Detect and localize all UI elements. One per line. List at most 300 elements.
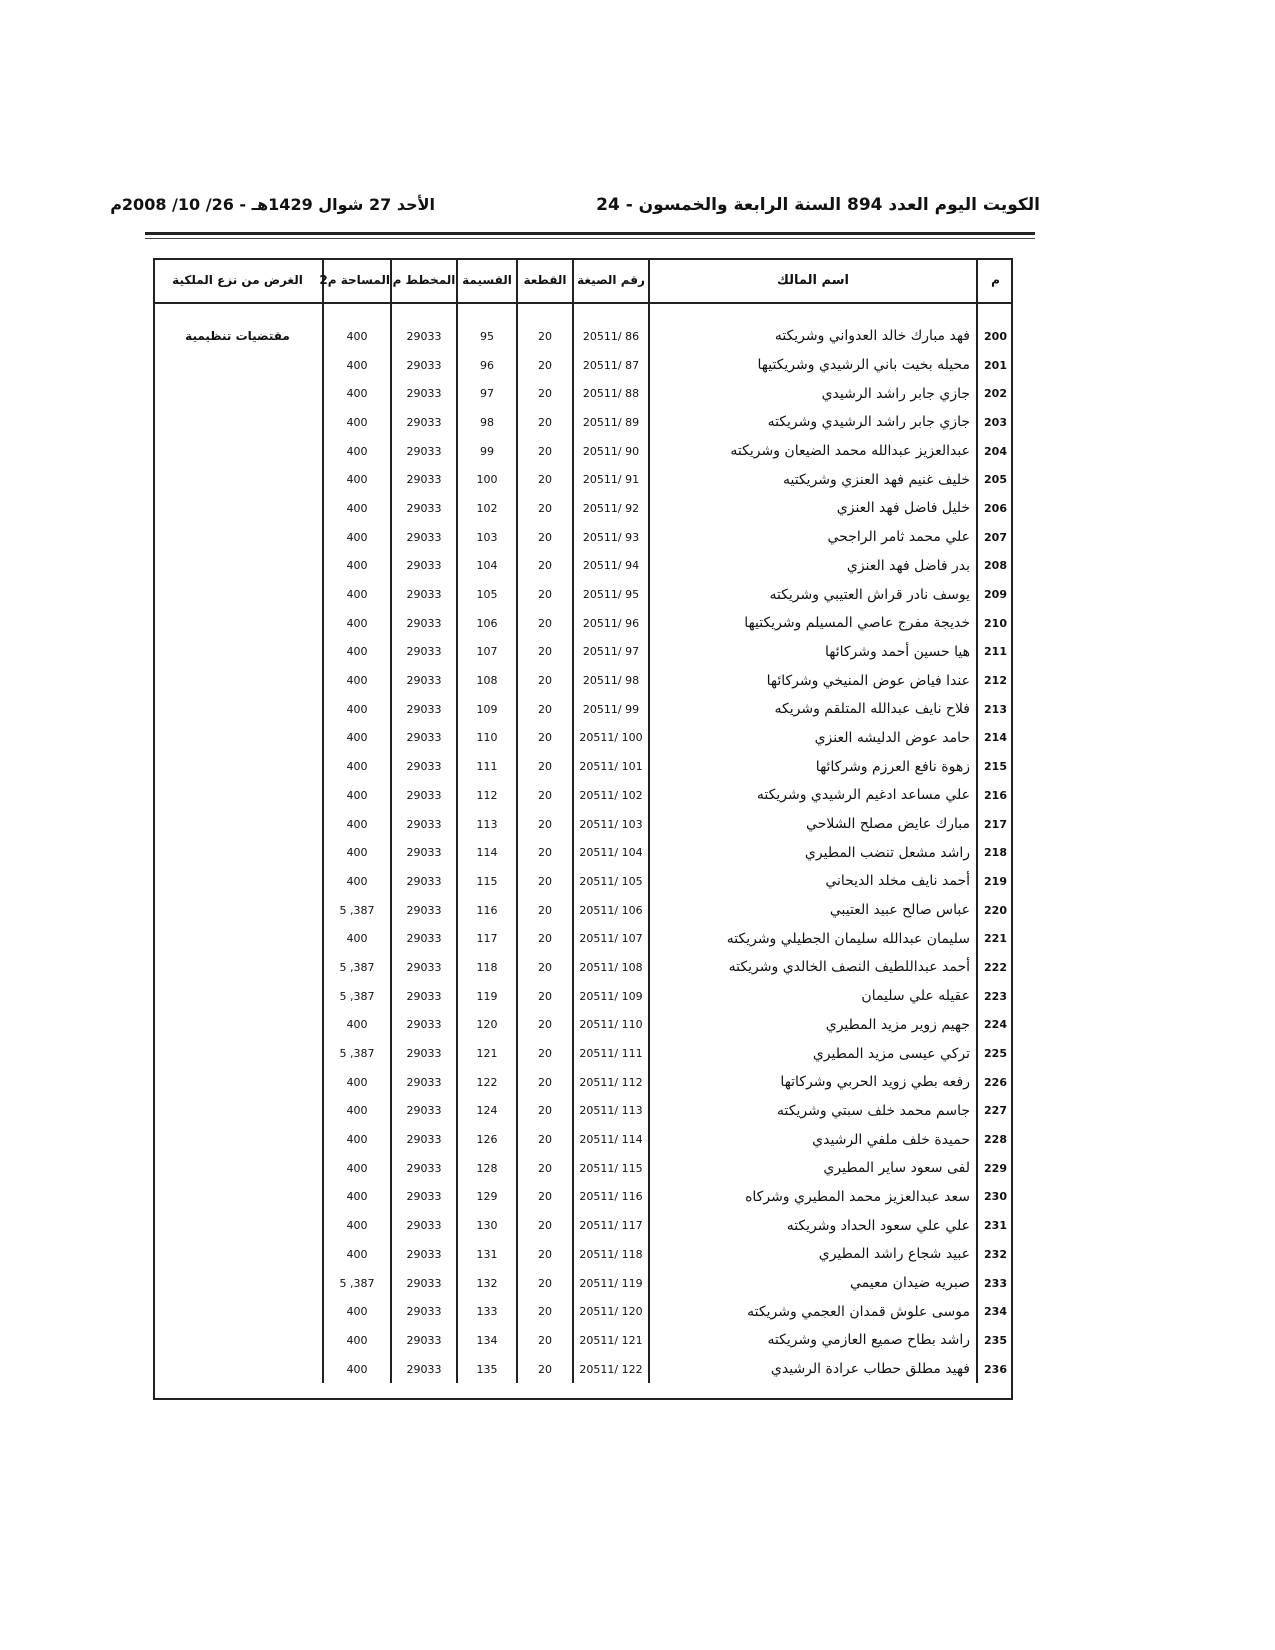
table-row [153, 351, 1013, 380]
cell-purpose [153, 437, 323, 466]
cell-block: 20 [517, 1154, 573, 1183]
col-header-area: المساحة م2 [323, 258, 391, 303]
cell-block: 20 [517, 1240, 573, 1269]
expropriation-table [153, 258, 1013, 1383]
cell-purpose [153, 838, 323, 867]
cell-owner: علي علي سعود الحداد وشريكته [649, 1211, 977, 1240]
table-row [153, 810, 1013, 839]
cell-block: 20 [517, 638, 573, 667]
table-row [153, 1039, 1013, 1068]
cell-area: 400 [323, 1154, 391, 1183]
cell-plot: 117 [457, 924, 517, 953]
cell-purpose [153, 752, 323, 781]
cell-num: 203 [977, 408, 1013, 437]
cell-area: 400 [323, 580, 391, 609]
cell-plan: 29033 [391, 351, 457, 380]
cell-block: 20 [517, 1326, 573, 1355]
cell-plan: 29033 [391, 379, 457, 408]
cell-plot: 106 [457, 609, 517, 638]
col-header-block: القطعة [517, 258, 573, 303]
cell-area: 400 [323, 1211, 391, 1240]
cell-plot: 108 [457, 666, 517, 695]
cell-purpose [153, 1011, 323, 1040]
cell-plot: 124 [457, 1097, 517, 1126]
cell-owner: فهد مبارك خالد العدواني وشريكته [649, 322, 977, 351]
table-row [153, 1154, 1013, 1183]
cell-owner: جازي جابر راشد الرشيدي [649, 379, 977, 408]
cell-area: 400 [323, 867, 391, 896]
cell-block: 20 [517, 408, 573, 437]
cell-owner: زهوة نافع العرزم وشركائها [649, 752, 977, 781]
gazette-issue-header: الكويت اليوم العدد 894 السنة الرابعة والخمسون - 24 [596, 195, 1040, 215]
cell-owner: محيله بخيت باني الرشيدي وشريكتيها [649, 351, 977, 380]
table-row [153, 638, 1013, 667]
table-row [153, 580, 1013, 609]
cell-block: 20 [517, 1097, 573, 1126]
cell-plot: 121 [457, 1039, 517, 1068]
cell-plot: 118 [457, 953, 517, 982]
table-row [153, 666, 1013, 695]
cell-purpose [153, 1297, 323, 1326]
cell-purpose [153, 695, 323, 724]
cell-block: 20 [517, 1355, 573, 1384]
cell-plot: 120 [457, 1011, 517, 1040]
cell-deed: 94 /20511 [573, 552, 649, 581]
cell-area: 400 [323, 752, 391, 781]
cell-area: 400 [323, 666, 391, 695]
cell-plan: 29033 [391, 1355, 457, 1384]
cell-deed: 108 /20511 [573, 953, 649, 982]
table-row [153, 695, 1013, 724]
cell-plan: 29033 [391, 638, 457, 667]
cell-plot: 102 [457, 494, 517, 523]
cell-area: 387, 5 [323, 1269, 391, 1298]
cell-block: 20 [517, 1183, 573, 1212]
cell-block: 20 [517, 781, 573, 810]
cell-block: 20 [517, 1011, 573, 1040]
cell-block: 20 [517, 666, 573, 695]
cell-num: 217 [977, 810, 1013, 839]
cell-area: 400 [323, 724, 391, 753]
cell-area: 400 [323, 1326, 391, 1355]
cell-plan: 29033 [391, 1097, 457, 1126]
cell-purpose [153, 1240, 323, 1269]
cell-purpose [153, 1326, 323, 1355]
cell-plan: 29033 [391, 1154, 457, 1183]
cell-block: 20 [517, 982, 573, 1011]
cell-owner: بدر فاضل فهد العنزي [649, 552, 977, 581]
cell-plot: 96 [457, 351, 517, 380]
table-row [153, 953, 1013, 982]
cell-area: 387, 5 [323, 1039, 391, 1068]
cell-owner: راشد مشعل تنضب المطيري [649, 838, 977, 867]
table-row [153, 752, 1013, 781]
cell-purpose [153, 781, 323, 810]
table-row [153, 838, 1013, 867]
cell-owner: تركي عيسى مزيد المطيري [649, 1039, 977, 1068]
cell-deed: 104 /20511 [573, 838, 649, 867]
cell-plot: 103 [457, 523, 517, 552]
cell-deed: 97 /20511 [573, 638, 649, 667]
cell-area: 400 [323, 494, 391, 523]
cell-area: 400 [323, 1183, 391, 1212]
cell-num: 207 [977, 523, 1013, 552]
cell-plan: 29033 [391, 1297, 457, 1326]
cell-purpose [153, 351, 323, 380]
cell-plot: 95 [457, 322, 517, 351]
cell-num: 219 [977, 867, 1013, 896]
table-row [153, 379, 1013, 408]
cell-plot: 116 [457, 896, 517, 925]
cell-plan: 29033 [391, 494, 457, 523]
cell-num: 210 [977, 609, 1013, 638]
cell-plan: 29033 [391, 523, 457, 552]
cell-num: 209 [977, 580, 1013, 609]
cell-plan: 29033 [391, 1326, 457, 1355]
cell-plan: 29033 [391, 752, 457, 781]
table-header-row [153, 258, 1013, 303]
cell-deed: 106 /20511 [573, 896, 649, 925]
cell-num: 236 [977, 1355, 1013, 1384]
cell-area: 400 [323, 1240, 391, 1269]
table-row [153, 867, 1013, 896]
cell-deed: 112 /20511 [573, 1068, 649, 1097]
cell-plot: 119 [457, 982, 517, 1011]
cell-area: 400 [323, 1125, 391, 1154]
cell-owner: خليف غنيم فهد العنزي وشريكتيه [649, 465, 977, 494]
cell-purpose [153, 1355, 323, 1384]
cell-plot: 126 [457, 1125, 517, 1154]
cell-num: 225 [977, 1039, 1013, 1068]
cell-block: 20 [517, 1211, 573, 1240]
cell-deed: 95 /20511 [573, 580, 649, 609]
cell-purpose [153, 1068, 323, 1097]
cell-area: 400 [323, 1011, 391, 1040]
cell-owner: جهيم زوير مزيد المطيري [649, 1011, 977, 1040]
cell-block: 20 [517, 523, 573, 552]
cell-plan: 29033 [391, 1269, 457, 1298]
cell-plot: 132 [457, 1269, 517, 1298]
table-row [153, 1011, 1013, 1040]
cell-num: 232 [977, 1240, 1013, 1269]
cell-area: 400 [323, 1355, 391, 1384]
table-row [153, 1097, 1013, 1126]
cell-plan: 29033 [391, 781, 457, 810]
cell-purpose [153, 666, 323, 695]
cell-block: 20 [517, 1068, 573, 1097]
cell-owner: رفعه بطي زويد الحربي وشركاتها [649, 1068, 977, 1097]
cell-area: 400 [323, 351, 391, 380]
cell-purpose [153, 1211, 323, 1240]
cell-num: 223 [977, 982, 1013, 1011]
table-row [153, 781, 1013, 810]
cell-area: 400 [323, 465, 391, 494]
table-row [153, 1183, 1013, 1212]
table-spacer-row [153, 303, 1013, 322]
cell-area: 400 [323, 1297, 391, 1326]
cell-plan: 29033 [391, 1183, 457, 1212]
table-row [153, 465, 1013, 494]
cell-area: 400 [323, 838, 391, 867]
cell-plan: 29033 [391, 1068, 457, 1097]
col-header-num: م [977, 258, 1013, 303]
table-row [153, 1355, 1013, 1384]
cell-purpose [153, 867, 323, 896]
cell-owner: جازي جابر راشد الرشيدي وشريكته [649, 408, 977, 437]
cell-deed: 114 /20511 [573, 1125, 649, 1154]
cell-plan: 29033 [391, 1211, 457, 1240]
cell-plan: 29033 [391, 982, 457, 1011]
cell-owner: عبيد شجاع راشد المطيري [649, 1240, 977, 1269]
cell-deed: 109 /20511 [573, 982, 649, 1011]
cell-owner: جاسم محمد خلف سبتي وشريكته [649, 1097, 977, 1126]
cell-plan: 29033 [391, 1039, 457, 1068]
cell-block: 20 [517, 437, 573, 466]
cell-plan: 29033 [391, 1125, 457, 1154]
cell-block: 20 [517, 1039, 573, 1068]
cell-plot: 128 [457, 1154, 517, 1183]
cell-owner: حميدة خلف ملفي الرشيدي [649, 1125, 977, 1154]
cell-block: 20 [517, 953, 573, 982]
cell-block: 20 [517, 896, 573, 925]
cell-owner: عقيله علي سليمان [649, 982, 977, 1011]
cell-deed: 122 /20511 [573, 1355, 649, 1384]
cell-deed: 91 /20511 [573, 465, 649, 494]
cell-purpose [153, 580, 323, 609]
cell-deed: 116 /20511 [573, 1183, 649, 1212]
cell-block: 20 [517, 810, 573, 839]
table-row [153, 982, 1013, 1011]
col-header-plot: القسيمة [457, 258, 517, 303]
cell-purpose [153, 408, 323, 437]
cell-plot: 110 [457, 724, 517, 753]
cell-owner: أحمد نايف مخلد الديحاني [649, 867, 977, 896]
cell-num: 202 [977, 379, 1013, 408]
cell-deed: 119 /20511 [573, 1269, 649, 1298]
cell-deed: 115 /20511 [573, 1154, 649, 1183]
cell-plot: 111 [457, 752, 517, 781]
cell-owner: لفى سعود ساير المطيري [649, 1154, 977, 1183]
cell-area: 400 [323, 1097, 391, 1126]
cell-deed: 89 /20511 [573, 408, 649, 437]
cell-purpose [153, 465, 323, 494]
cell-plot: 130 [457, 1211, 517, 1240]
cell-owner: خليل فاضل فهد العنزي [649, 494, 977, 523]
cell-plan: 29033 [391, 465, 457, 494]
gazette-date-header: الأحد 27 شوال 1429هـ - 26/ 10/ 2008م [110, 195, 435, 214]
cell-area: 400 [323, 552, 391, 581]
cell-num: 221 [977, 924, 1013, 953]
cell-area: 387, 5 [323, 896, 391, 925]
cell-area: 387, 5 [323, 982, 391, 1011]
cell-deed: 110 /20511 [573, 1011, 649, 1040]
cell-purpose: مقتضيات تنظيمية [185, 329, 290, 344]
cell-owner: مبارك عايض مصلح الشلاحي [649, 810, 977, 839]
cell-area: 400 [323, 924, 391, 953]
cell-purpose [153, 494, 323, 523]
cell-num: 222 [977, 953, 1013, 982]
cell-num: 200 [977, 322, 1013, 351]
cell-area: 400 [323, 322, 391, 351]
cell-plot: 100 [457, 465, 517, 494]
cell-area: 400 [323, 781, 391, 810]
cell-deed: 101 /20511 [573, 752, 649, 781]
cell-num: 214 [977, 724, 1013, 753]
cell-purpose [153, 1125, 323, 1154]
cell-owner: صبريه ضيدان معيمي [649, 1269, 977, 1298]
cell-owner: هيا حسين أحمد وشركائها [649, 638, 977, 667]
table-row [153, 552, 1013, 581]
cell-deed: 98 /20511 [573, 666, 649, 695]
cell-owner: يوسف نادر قراش العتيبي وشريكته [649, 580, 977, 609]
cell-deed: 96 /20511 [573, 609, 649, 638]
cell-deed: 113 /20511 [573, 1097, 649, 1126]
cell-purpose [153, 552, 323, 581]
cell-deed: 118 /20511 [573, 1240, 649, 1269]
cell-deed: 99 /20511 [573, 695, 649, 724]
cell-owner: سليمان عبدالله سليمان الجطيلي وشريكته [649, 924, 977, 953]
cell-purpose [153, 953, 323, 982]
cell-plot: 104 [457, 552, 517, 581]
table-body [153, 303, 1013, 1383]
cell-purpose [153, 609, 323, 638]
cell-num: 208 [977, 552, 1013, 581]
cell-owner: عندا فياض عوض المنيخي وشركائها [649, 666, 977, 695]
cell-owner: فهيد مطلق حطاب عرادة الرشيدي [649, 1355, 977, 1384]
cell-owner: راشد بطاح صميع العازمي وشريكته [649, 1326, 977, 1355]
cell-num: 224 [977, 1011, 1013, 1040]
cell-plot: 97 [457, 379, 517, 408]
cell-plot: 109 [457, 695, 517, 724]
cell-num: 212 [977, 666, 1013, 695]
cell-area: 400 [323, 609, 391, 638]
cell-deed: 87 /20511 [573, 351, 649, 380]
cell-plot: 122 [457, 1068, 517, 1097]
cell-plan: 29033 [391, 695, 457, 724]
cell-deed: 103 /20511 [573, 810, 649, 839]
cell-purpose [153, 810, 323, 839]
table-row [153, 408, 1013, 437]
cell-plot: 134 [457, 1326, 517, 1355]
cell-num: 235 [977, 1326, 1013, 1355]
cell-plan: 29033 [391, 609, 457, 638]
cell-purpose [153, 982, 323, 1011]
cell-block: 20 [517, 351, 573, 380]
table-row [153, 1297, 1013, 1326]
table-row [153, 1211, 1013, 1240]
cell-deed: 111 /20511 [573, 1039, 649, 1068]
cell-plan: 29033 [391, 552, 457, 581]
cell-block: 20 [517, 1297, 573, 1326]
table-row [153, 1269, 1013, 1298]
cell-owner: موسى علوش قمدان العجمي وشريكته [649, 1297, 977, 1326]
cell-num: 218 [977, 838, 1013, 867]
cell-num: 228 [977, 1125, 1013, 1154]
cell-plan: 29033 [391, 724, 457, 753]
table-row [153, 724, 1013, 753]
cell-purpose [153, 896, 323, 925]
cell-num: 229 [977, 1154, 1013, 1183]
cell-area: 400 [323, 437, 391, 466]
cell-plan: 29033 [391, 1240, 457, 1269]
col-header-plan: المخطط م [391, 258, 457, 303]
cell-plan: 29033 [391, 924, 457, 953]
cell-plot: 114 [457, 838, 517, 867]
cell-deed: 117 /20511 [573, 1211, 649, 1240]
cell-block: 20 [517, 752, 573, 781]
col-header-owner: اسم المالك [649, 258, 977, 303]
cell-plot: 131 [457, 1240, 517, 1269]
cell-owner: عبدالعزيز عبدالله محمد الضيعان وشريكته [649, 437, 977, 466]
cell-plan: 29033 [391, 322, 457, 351]
cell-owner: حامد عوض الدليشه العنزي [649, 724, 977, 753]
cell-area: 400 [323, 695, 391, 724]
table-row [153, 1068, 1013, 1097]
cell-block: 20 [517, 1125, 573, 1154]
cell-plot: 99 [457, 437, 517, 466]
cell-deed: 102 /20511 [573, 781, 649, 810]
cell-plot: 133 [457, 1297, 517, 1326]
cell-block: 20 [517, 838, 573, 867]
col-header-purpose: الغرض من نزع الملكية [153, 258, 323, 303]
col-header-deed: رقم الصيغة [573, 258, 649, 303]
cell-plan: 29033 [391, 867, 457, 896]
cell-num: 201 [977, 351, 1013, 380]
cell-area: 400 [323, 810, 391, 839]
cell-plot: 107 [457, 638, 517, 667]
cell-block: 20 [517, 609, 573, 638]
cell-num: 230 [977, 1183, 1013, 1212]
cell-plot: 98 [457, 408, 517, 437]
cell-num: 215 [977, 752, 1013, 781]
header-rule-thin [145, 238, 1035, 239]
cell-plan: 29033 [391, 580, 457, 609]
cell-purpose [153, 1039, 323, 1068]
cell-block: 20 [517, 465, 573, 494]
cell-deed: 88 /20511 [573, 379, 649, 408]
cell-block: 20 [517, 1269, 573, 1298]
cell-owner: فلاح نايف عبدالله المتلقم وشريكه [649, 695, 977, 724]
cell-block: 20 [517, 552, 573, 581]
table-row [153, 322, 1013, 351]
cell-purpose [153, 724, 323, 753]
cell-num: 234 [977, 1297, 1013, 1326]
cell-plan: 29033 [391, 437, 457, 466]
cell-plan: 29033 [391, 838, 457, 867]
cell-owner: خديجة مفرج عاصي المسيلم وشريكتيها [649, 609, 977, 638]
cell-block: 20 [517, 924, 573, 953]
cell-num: 233 [977, 1269, 1013, 1298]
cell-owner: علي مساعد ادغيم الرشيدي وشريكته [649, 781, 977, 810]
cell-num: 226 [977, 1068, 1013, 1097]
cell-plan: 29033 [391, 1011, 457, 1040]
cell-area: 400 [323, 523, 391, 552]
cell-deed: 92 /20511 [573, 494, 649, 523]
table-row [153, 1326, 1013, 1355]
cell-deed: 121 /20511 [573, 1326, 649, 1355]
table-row [153, 1125, 1013, 1154]
cell-block: 20 [517, 379, 573, 408]
cell-num: 216 [977, 781, 1013, 810]
table-row [153, 896, 1013, 925]
cell-plan: 29033 [391, 953, 457, 982]
cell-deed: 93 /20511 [573, 523, 649, 552]
cell-num: 213 [977, 695, 1013, 724]
cell-purpose [153, 1097, 323, 1126]
cell-area: 387, 5 [323, 953, 391, 982]
cell-num: 211 [977, 638, 1013, 667]
cell-plot: 129 [457, 1183, 517, 1212]
